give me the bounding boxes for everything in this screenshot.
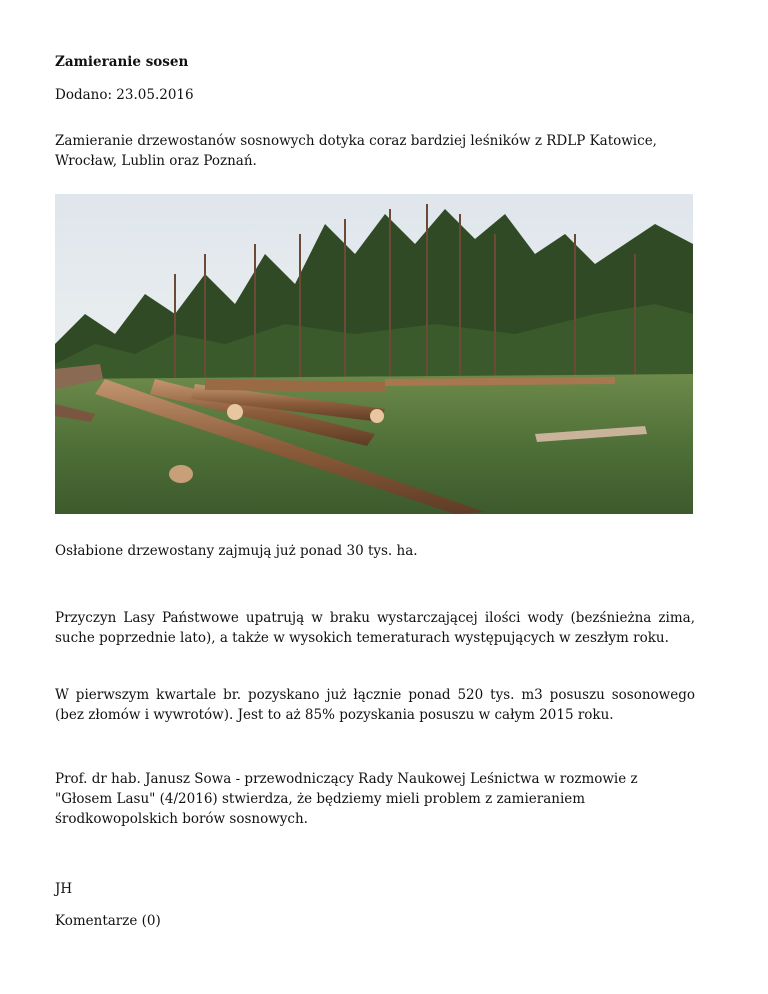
article-paragraph: Przyczyn Lasy Państwowe upatrują w braku wystarczającej ilości wody (bezśnieżna zima, suche poprzednie lato), a także w wysokich temeraturach występujących w zeszłym roku.	[55, 610, 695, 646]
author-signature: JH	[55, 881, 73, 897]
felled-pine-logs-photo	[55, 194, 693, 514]
article-paragraph: Prof. dr hab. Janusz Sowa - przewodniczący Rady Naukowej Leśnictwa w rozmowie z "Głosem Lasu" (4/2016) stwierdza, że będziemy mieli problem z zamieraniem środkowopolskich borów sosnowych.	[55, 771, 638, 827]
article-title: Zamieranie sosen	[55, 54, 189, 70]
article-date: Dodano: 23.05.2016	[55, 87, 194, 103]
article-paragraph: Osłabione drzewostany zajmują już ponad 30 tys. ha.	[55, 543, 418, 559]
article-paragraph: W pierwszym kwartale br. pozyskano już łącznie ponad 520 tys. m3 posuszu sosonowego (bez złomów i wywrotów). Jest to aż 85% pozyskania posuszu w całym 2015 roku.	[55, 687, 695, 723]
comments-link[interactable]: Komentarze (0)	[55, 913, 161, 929]
article-intro: Zamieranie drzewostanów sosnowych dotyka coraz bardziej leśników z RDLP Katowice, Wrocław, Lublin oraz Poznań.	[55, 133, 657, 169]
